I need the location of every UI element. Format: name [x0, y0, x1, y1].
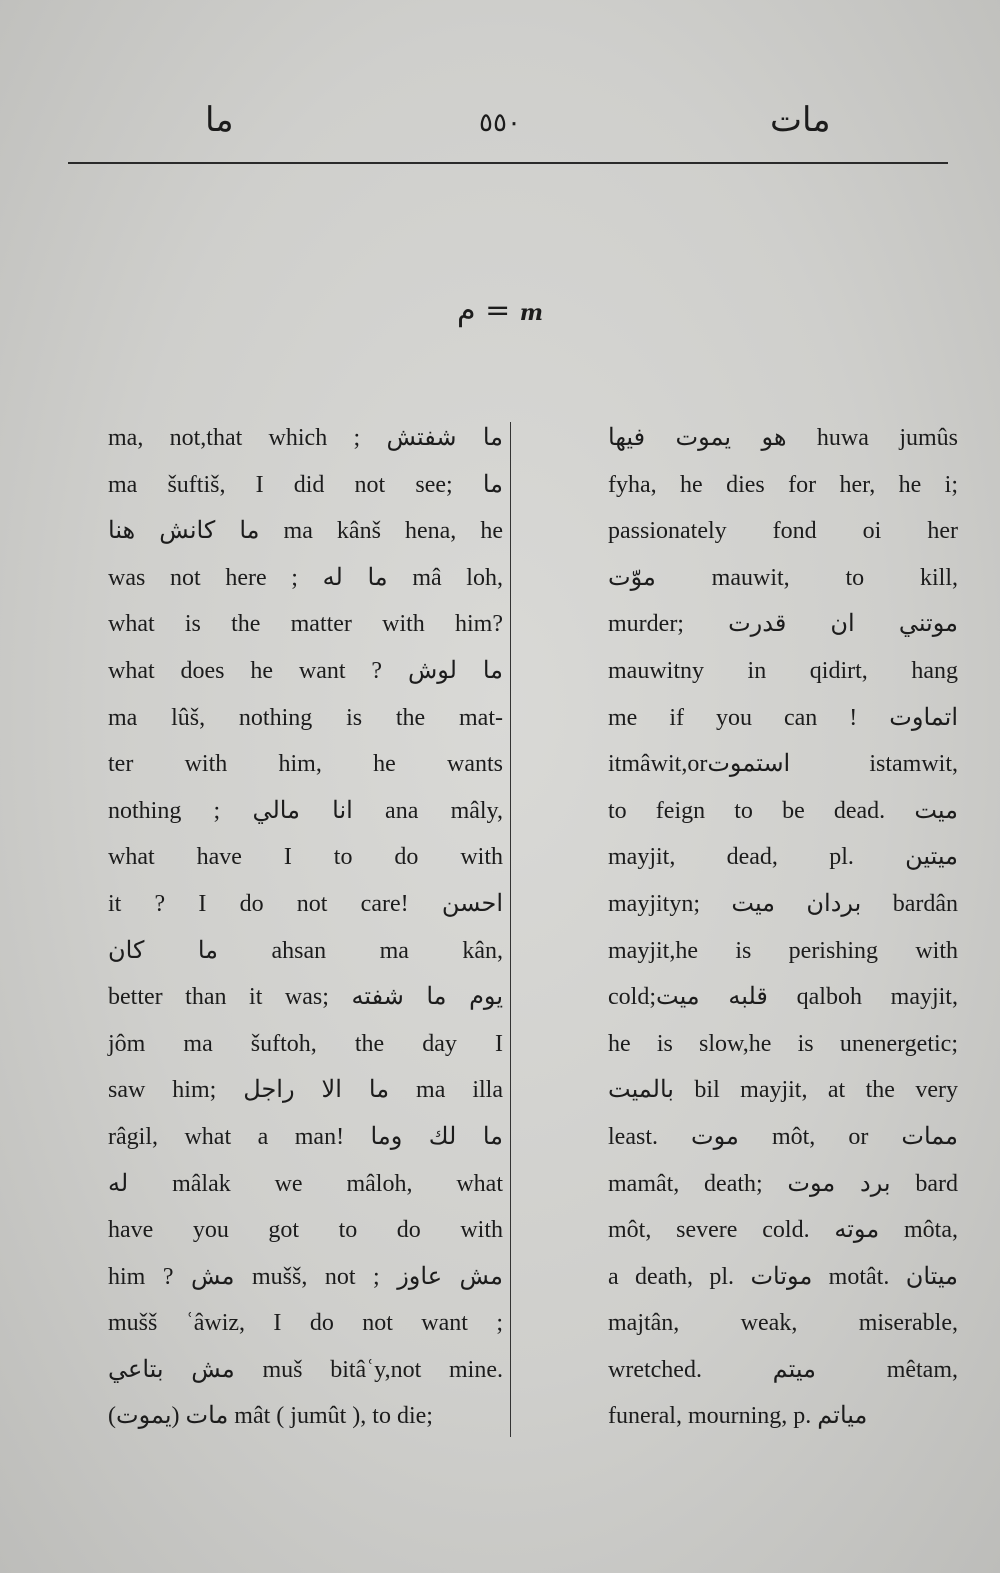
dictionary-line: a death, pl. موتات motât. ميتان: [608, 1263, 959, 1290]
dictionary-line: fyha, he dies for her, he i;: [608, 471, 958, 498]
dictionary-line: passionately fond oi her: [608, 518, 958, 545]
dictionary-line: ma, not,that which ; ما شفتش: [108, 425, 503, 451]
dictionary-line: cold;قلبه ميت qalboh mayjit,: [608, 984, 958, 1011]
dictionary-line: better than it was; يوم ما شفته: [108, 984, 504, 1011]
dictionary-line: what does he want ? ما لوش: [108, 657, 503, 684]
dictionary-line: موّت mauwit, to kill,: [608, 564, 958, 591]
section-arabic-letter: م: [456, 293, 476, 328]
header-left-word: ما: [205, 100, 234, 140]
dictionary-line: مات (يموت) mât ( jumût ), to die;: [108, 1403, 433, 1430]
dictionary-line: هو يموت فيها huwa jumûs: [608, 425, 958, 451]
dictionary-line: what have I to do with: [108, 844, 503, 871]
dictionary-line: itmâwit,orاستموت istamwit,: [608, 751, 958, 778]
dictionary-line: funeral, mourning, p. مياتم: [608, 1403, 868, 1430]
dictionary-line: mayjit,he is perishing with: [608, 937, 958, 964]
left-column: [108, 415, 503, 1440]
dictionary-line: mayjit, dead, pl. ميتين: [608, 844, 958, 871]
dictionary-line: râgil, what a man! ما لك وما: [108, 1123, 503, 1150]
dictionary-line: to feign to be dead. ميت: [608, 797, 958, 824]
dictionary-line: least. موت môt, or ممات: [608, 1123, 958, 1150]
dictionary-line: له mâlak we mâloh, what: [108, 1170, 503, 1197]
dictionary-line: ما كان ahsan ma kân,: [108, 937, 503, 964]
dictionary-line: nothing ; انا مالي ana mâly,: [108, 797, 503, 824]
dictionary-line: saw him; ما الا راجل ma illa: [108, 1077, 504, 1104]
right-column: [608, 415, 958, 1440]
dictionary-line: مش بتاعي muš bitâʿy,not mine.: [108, 1356, 503, 1383]
section-heading: [0, 293, 1000, 328]
dictionary-line: ter with him, he wants: [108, 751, 503, 778]
dictionary-line: mayjityn; بردان ميت bardân: [608, 890, 958, 917]
dictionary-line: ma lûš, nothing is the mat-: [108, 704, 503, 731]
header-right-word: مات: [770, 100, 831, 140]
dictionary-line: môt, severe cold. موته môta,: [608, 1217, 958, 1244]
dictionary-line: he is slow,he is unenergetic;: [608, 1030, 958, 1057]
dictionary-line: majtân, weak, miserable,: [608, 1310, 958, 1337]
dictionary-line: ma šuftiš, I did not see; ما: [108, 471, 503, 498]
dictionary-line: me if you can ! اتماوت: [608, 704, 958, 731]
column-divider: [510, 422, 511, 1437]
dictionary-line: wretched. ميتم mêtam,: [608, 1356, 959, 1383]
dictionary-line: murder; موتني ان قدرت: [608, 611, 958, 638]
dictionary-line: jôm ma šuftoh, the day I: [108, 1030, 503, 1057]
dictionary-line: mušš ʿâwiz, I do not want ;: [108, 1310, 503, 1337]
dictionary-line: have you got to do with: [108, 1217, 503, 1244]
header-rule: [68, 162, 948, 164]
dictionary-line: it ? I do not care! احسن: [108, 890, 503, 917]
dictionary-line: what is the matter with him?: [108, 611, 503, 638]
dictionary-line: mamât, death; برد موت bard: [608, 1170, 958, 1197]
section-equals: =: [485, 293, 511, 328]
dictionary-line: بالميت bil mayjit, at the very: [608, 1077, 958, 1104]
page-number: ٥٥٠: [479, 108, 521, 138]
section-latin-letter: m: [519, 300, 544, 326]
dictionary-line: mauwitny in qidirt, hang: [608, 657, 958, 684]
dictionary-line: was not here ; ما له mâ loh,: [108, 564, 503, 591]
dictionary-line: ما كانش هنا ma kânš hena, he: [108, 518, 503, 545]
dictionary-line: him ? مش mušš, not ; مش عاوز: [108, 1263, 503, 1290]
